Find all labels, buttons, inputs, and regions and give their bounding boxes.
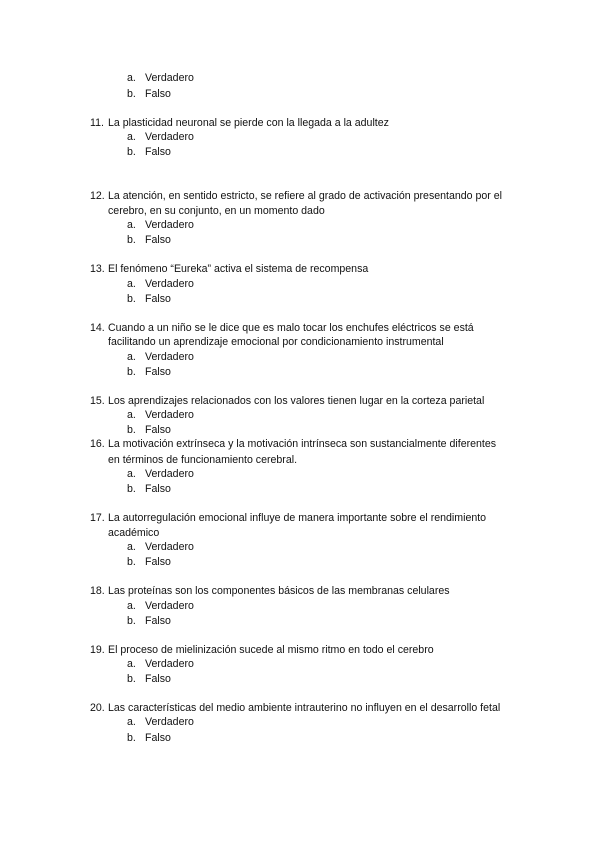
option-letter: a. [127,72,136,84]
option-letter: b. [127,483,136,495]
question-text: Los aprendizajes relacionados con los valores tienen lugar en la corteza parietal [108,395,485,407]
question-number: 14. [90,322,105,334]
question-number: 15. [90,395,105,407]
option-text: Falso [145,483,171,495]
option-text: Verdadero [145,72,194,84]
option-letter: a. [127,658,136,670]
option-text: Verdadero [145,278,194,290]
option-letter: a. [127,468,136,480]
option-letter: a. [127,716,136,728]
option-letter: b. [127,366,136,378]
option-text: Verdadero [145,541,194,553]
option-letter: b. [127,293,136,305]
question-text: Las proteínas son los componentes básicos de las membranas celulares [108,585,450,597]
option-text: Verdadero [145,219,194,231]
option-letter: a. [127,600,136,612]
option-text: Falso [145,556,171,568]
option-letter: a. [127,278,136,290]
option-text: Falso [145,615,171,627]
question-text: La plasticidad neuronal se pierde con la llegada a la adultez [108,117,389,129]
option-text: Falso [145,424,171,436]
option-text: Verdadero [145,131,194,143]
question-text: La motivación extrínseca y la motivación intrínseca son sustancialmente diferentes [108,438,497,450]
option-letter: a. [127,219,136,231]
option-text: Falso [145,366,171,378]
question-text: en términos de funcionamiento cerebral. [108,454,298,466]
question-number: 18. [90,585,105,597]
option-letter: b. [127,234,136,246]
question-number: 20. [90,702,105,714]
option-text: Verdadero [145,468,194,480]
question-text: El fenómeno “Eureka” activa el sistema de recompensa [108,263,369,275]
option-text: Falso [145,293,171,305]
question-number: 11. [90,117,104,129]
option-text: Verdadero [145,716,194,728]
question-number: 13. [90,263,105,275]
option-letter: a. [127,541,136,553]
option-text: Falso [145,673,171,685]
question-text: cerebro, en su conjunto, en un momento dado [108,205,325,217]
option-letter: b. [127,556,136,568]
option-text: Verdadero [145,351,194,363]
question-text: La atención, en sentido estricto, se refiere al grado de activación presentando por el [108,190,502,202]
question-number: 19. [90,644,105,656]
option-text: Falso [145,88,171,100]
question-number: 12. [90,190,105,202]
option-text: Falso [145,146,171,158]
question-text: Cuando a un niño se le dice que es malo tocar los enchufes eléctricos se está [108,322,474,334]
option-letter: a. [127,351,136,363]
option-text: Verdadero [145,658,194,670]
option-text: Verdadero [145,409,194,421]
question-text: La autorregulación emocional influye de manera importante sobre el rendimiento [108,512,487,524]
question-number: 16. [90,438,105,450]
option-letter: b. [127,673,136,685]
option-letter: b. [127,424,136,436]
option-text: Falso [145,732,171,744]
option-letter: a. [127,131,136,143]
question-text: académico [108,527,160,539]
question-text: facilitando un aprendizaje emocional por condicionamiento instrumental [108,336,444,348]
option-letter: b. [127,732,136,744]
option-letter: b. [127,146,136,158]
option-letter: b. [127,615,136,627]
question-number: 17. [90,512,105,524]
option-text: Falso [145,234,171,246]
option-letter: b. [127,88,136,100]
question-text: El proceso de mielinización sucede al mismo ritmo en todo el cerebro [108,644,434,656]
question-text: Las características del medio ambiente intrauterino no influyen en el desarrollo fetal [108,702,501,714]
option-letter: a. [127,409,136,421]
option-text: Verdadero [145,600,194,612]
